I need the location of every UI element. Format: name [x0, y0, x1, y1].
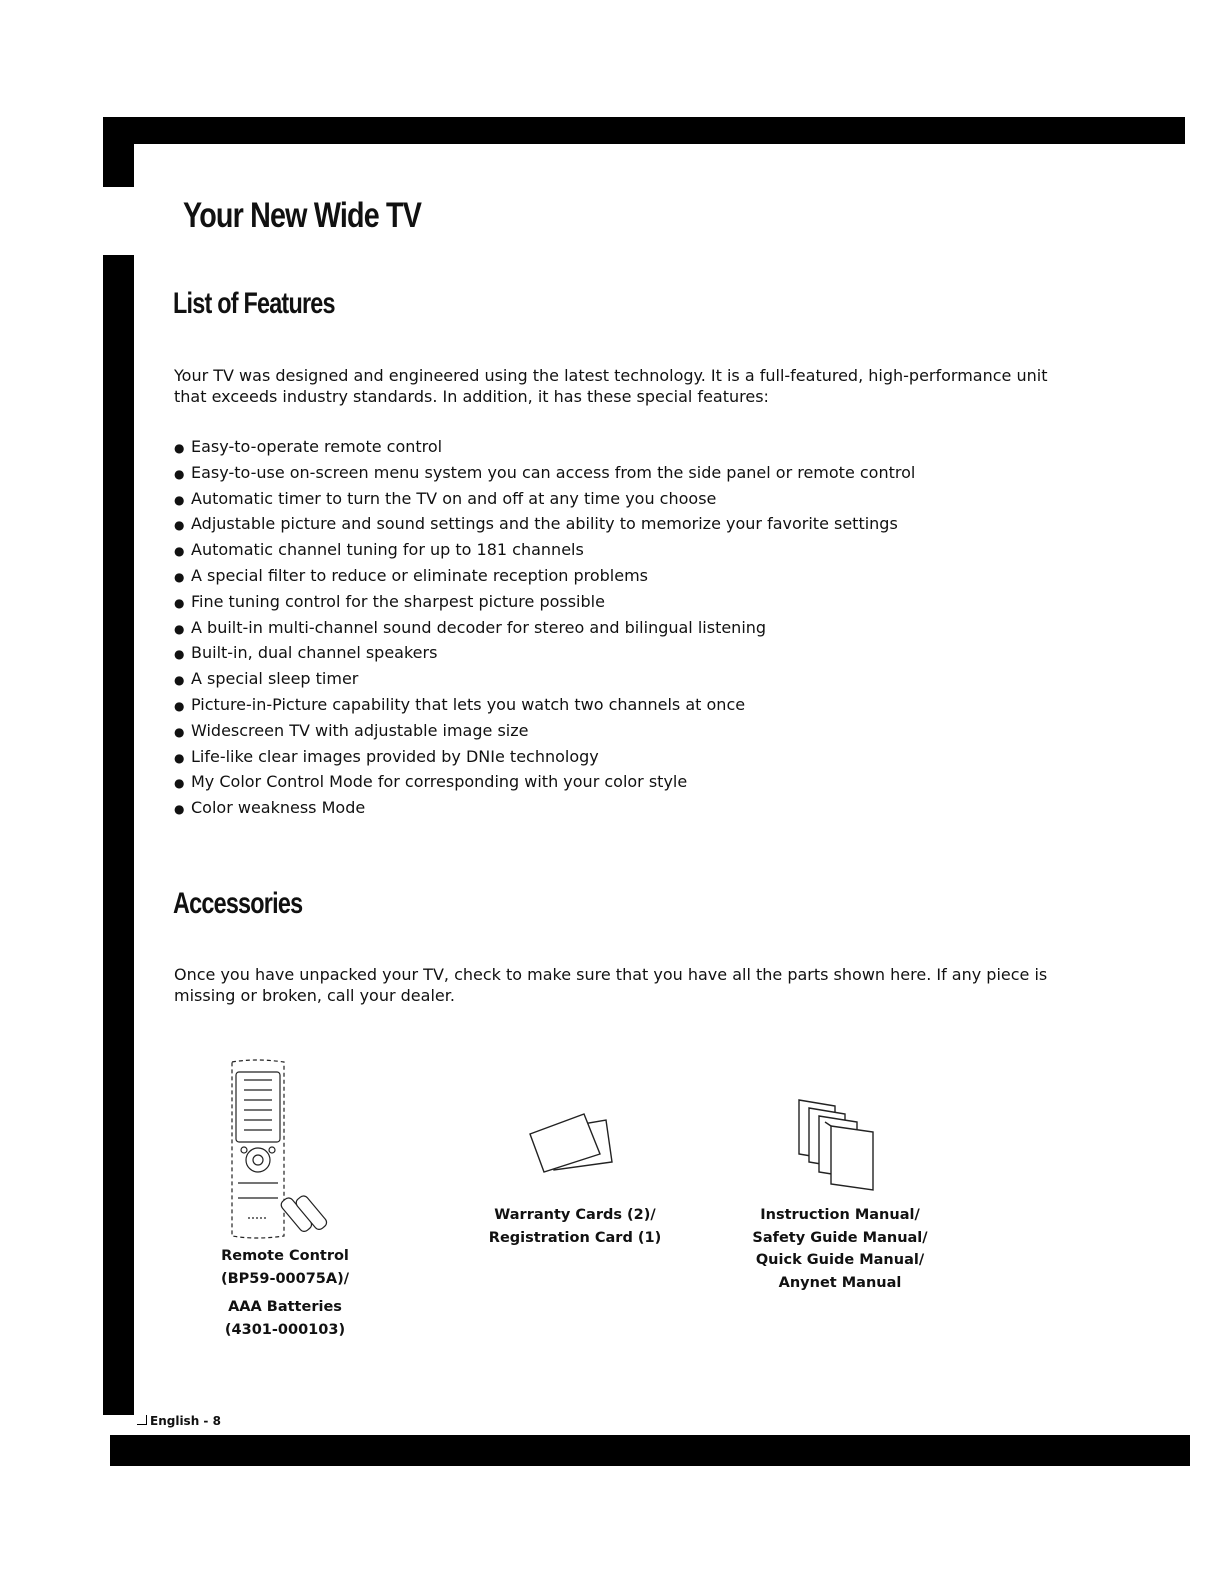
- page-footer: [137, 1414, 221, 1428]
- cards-caption: [460, 1204, 690, 1249]
- remote-control-icon: [226, 1058, 356, 1247]
- bullet-icon: ●: [174, 750, 185, 765]
- remote-part-number: (BP59-00075A)/: [220, 1270, 350, 1287]
- bullet-icon: ●: [174, 441, 185, 455]
- list-item: ● Picture-in-Picture capability that lets you watch two channels at once: [174, 692, 915, 718]
- bullet-icon: ●: [174, 621, 185, 636]
- bullet-icon: ●: [174, 518, 185, 533]
- list-item: ● Fine tuning control for the sharpest picture possible: [174, 589, 915, 615]
- page-number: English - 8: [150, 1414, 221, 1428]
- bullet-icon: ●: [174, 673, 185, 688]
- list-item: ● Adjustable picture and sound settings and the ability to memorize your favorite settings: [174, 511, 915, 537]
- quick-guide-label: Quick Guide Manual/: [755, 1252, 925, 1268]
- bullet-icon: ●: [174, 544, 185, 559]
- page-title: Your New Wide TV: [183, 196, 422, 235]
- list-item: ● A special filter to reduce or eliminate reception problems: [174, 563, 915, 589]
- batteries-icon: [279, 1194, 328, 1233]
- bullet-icon: ●: [174, 595, 185, 610]
- batteries-label: AAA Batteries: [228, 1299, 342, 1315]
- list-item: ● Automatic timer to turn the TV on and off at any time you choose: [174, 486, 915, 512]
- page-corner-icon: [137, 1415, 147, 1425]
- bottom-black-bar: [110, 1435, 1190, 1466]
- accessories-intro: Once you have unpacked your TV, check to make sure that you have all the parts shown here. If any piece is missing or broken, call your dealer.: [174, 965, 1048, 1005]
- list-item: ● Easy-to-operate remote control: [174, 434, 915, 460]
- list-item: ● A special sleep timer: [174, 666, 915, 692]
- list-item: ● Automatic channel tuning for up to 181 channels: [174, 537, 915, 563]
- bullet-icon: ●: [174, 724, 185, 739]
- batteries-part-number: (4301-000103): [224, 1321, 346, 1338]
- features-intro: Your TV was designed and engineered using the latest technology. It is a full-featured, high-performance unit that exceeds industry standards. In addition, it has these special features:: [174, 366, 1048, 406]
- bullet-icon: ●: [174, 776, 185, 791]
- list-item: ● My Color Control Mode for corresponding with your color style: [174, 769, 915, 795]
- bullet-icon: ●: [174, 466, 185, 481]
- bullet-icon: ●: [174, 802, 185, 817]
- features-heading: List of Features: [173, 287, 335, 320]
- remote-label: Remote Control: [221, 1248, 349, 1264]
- warranty-cards-icon: [526, 1110, 616, 1184]
- instruction-manual-label: Instruction Manual/: [760, 1207, 920, 1223]
- list-item: ● Life-like clear images provided by DNIe technology: [174, 744, 915, 770]
- left-black-bar-top: [103, 117, 134, 187]
- list-item: ● Widescreen TV with adjustable image size: [174, 718, 915, 744]
- feature-list: [174, 434, 915, 821]
- manuals-icon: [795, 1096, 885, 1200]
- list-item: ● Built-in, dual channel speakers: [174, 640, 915, 666]
- warranty-cards-label: Warranty Cards (2)/: [494, 1207, 656, 1223]
- accessories-heading: Accessories: [173, 887, 303, 920]
- bullet-icon: ●: [174, 698, 185, 713]
- remote-control-caption: [195, 1245, 375, 1341]
- top-black-bar: [103, 117, 1185, 144]
- anynet-manual-label: Anynet Manual: [778, 1274, 902, 1291]
- registration-card-label: Registration Card (1): [488, 1229, 662, 1246]
- left-black-bar: [103, 255, 134, 1415]
- list-item: ● Easy-to-use on-screen menu system you can access from the side panel or remote control: [174, 460, 915, 486]
- list-item: ● Color weakness Mode: [174, 795, 915, 821]
- list-item: ● A built-in multi-channel sound decoder for stereo and bilingual listening: [174, 615, 915, 641]
- safety-guide-label: Safety Guide Manual/: [752, 1229, 928, 1246]
- bullet-icon: ●: [174, 569, 185, 584]
- bullet-icon: ●: [174, 647, 185, 662]
- manuals-caption: [730, 1204, 950, 1294]
- bullet-icon: ●: [174, 492, 185, 507]
